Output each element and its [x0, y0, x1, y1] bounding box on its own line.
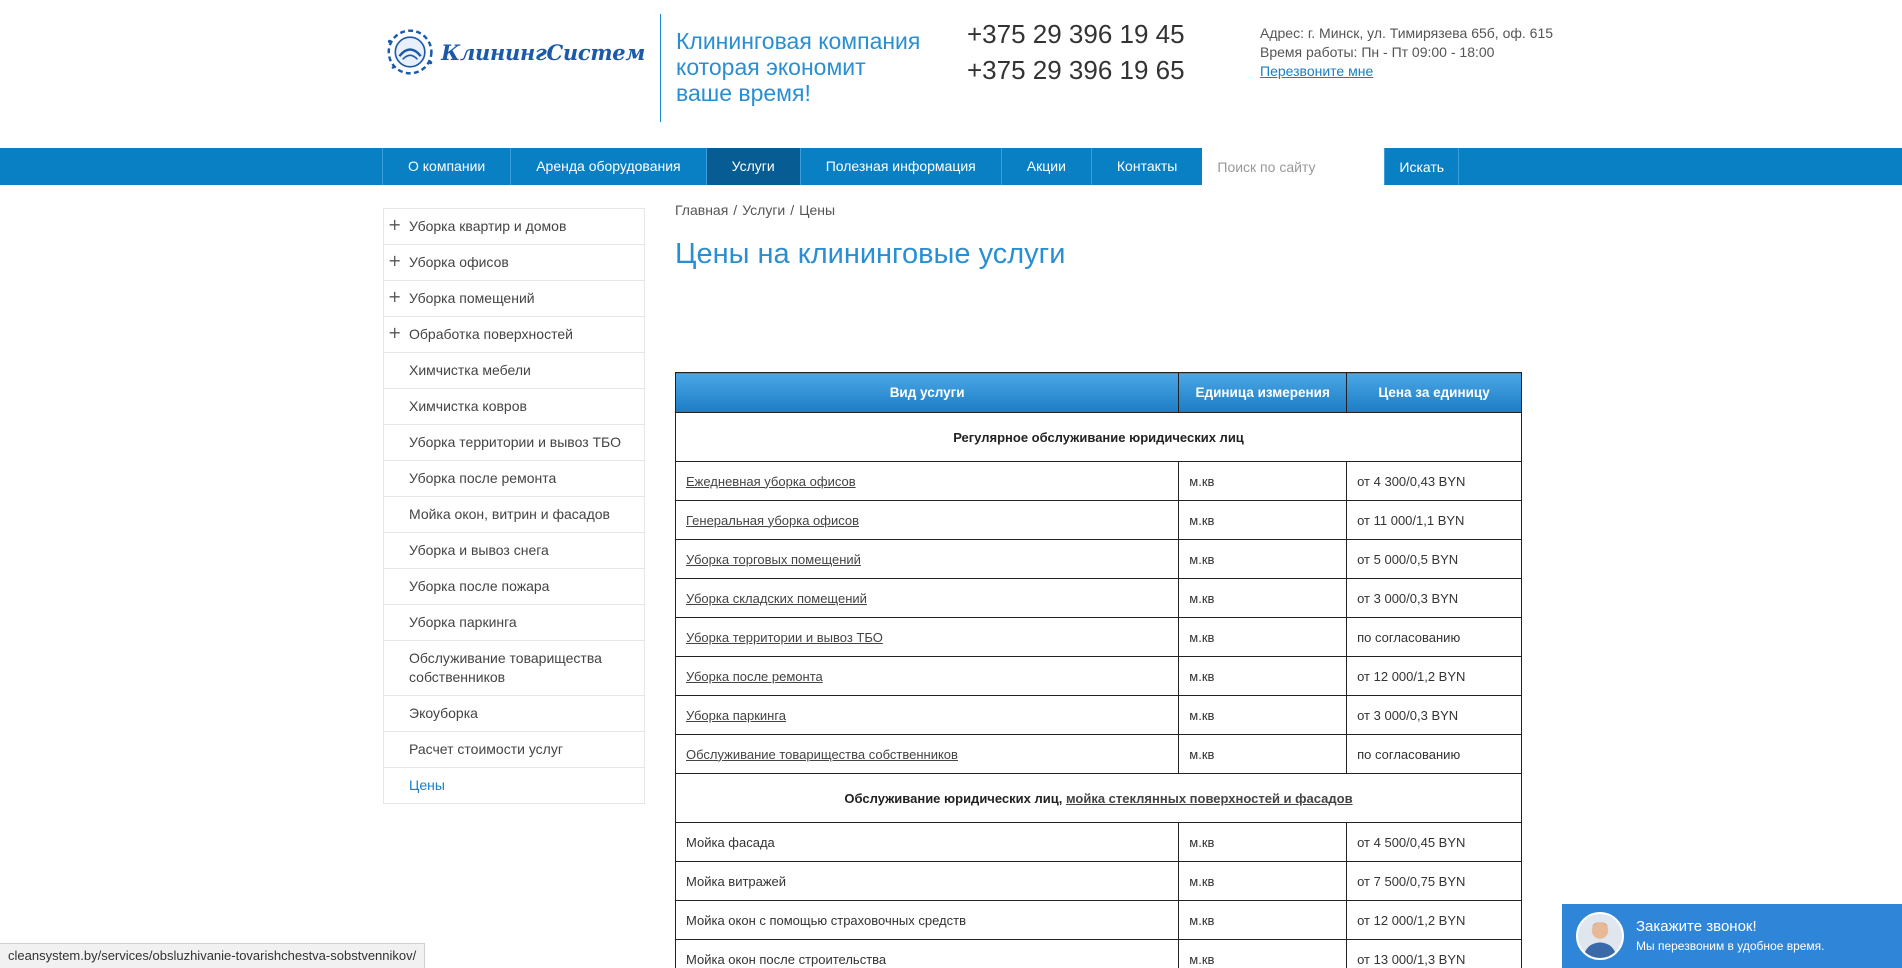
sidebar-item-window-washing[interactable]: Мойка окон, витрин и фасадов: [384, 497, 644, 533]
breadcrumb-services[interactable]: Услуги: [742, 202, 786, 218]
unit-cell: м.кв: [1179, 901, 1347, 940]
section-title-link[interactable]: мойка стеклянных поверхностей и фасадов: [1065, 790, 1353, 806]
price-cell: от 4 500/0,45 BYN: [1347, 823, 1522, 862]
price-table: [675, 372, 1522, 968]
price-cell: от 7 500/0,75 BYN: [1347, 862, 1522, 901]
price-cell: от 12 000/1,2 BYN: [1347, 657, 1522, 696]
site-header: [0, 0, 1902, 148]
unit-cell: м.кв: [1179, 862, 1347, 901]
table-row: [676, 862, 1522, 901]
sidebar-item-label: Уборка офисов: [409, 254, 509, 270]
unit-cell: м.кв: [1179, 501, 1347, 540]
breadcrumb-separator: /: [733, 202, 738, 218]
price-cell: по согласованию: [1347, 735, 1522, 774]
sidebar-item-territory-cleaning[interactable]: Уборка территории и вывоз ТБО: [384, 425, 644, 461]
service-cell: [676, 735, 1179, 774]
price-cell: от 3 000/0,3 BYN: [1347, 696, 1522, 735]
nav-item-contacts[interactable]: Контакты: [1091, 148, 1202, 185]
service-cell: [676, 696, 1179, 735]
search-input[interactable]: [1202, 148, 1384, 185]
sidebar-item-apartment-cleaning[interactable]: [384, 209, 644, 245]
service-name: Мойка окон после строительства: [686, 951, 887, 967]
price-cell: от 5 000/0,5 BYN: [1347, 540, 1522, 579]
table-section-row: [676, 774, 1522, 823]
service-link[interactable]: Уборка после ремонта: [686, 668, 823, 684]
price-cell: от 12 000/1,2 BYN: [1347, 901, 1522, 940]
service-cell: [676, 501, 1179, 540]
consultant-avatar: [1576, 912, 1624, 960]
table-row: [676, 462, 1522, 501]
unit-cell: м.кв: [1179, 579, 1347, 618]
plus-icon[interactable]: +: [388, 323, 402, 342]
table-row: [676, 696, 1522, 735]
slogan-line: ваше время!: [676, 80, 811, 106]
address-text: Адрес: г. Минск, ул. Тимирязева 65б, оф. 615: [1260, 25, 1554, 41]
main-menu: [382, 148, 1459, 185]
services-sidebar: [383, 208, 645, 804]
sidebar-item-snow-removal[interactable]: Уборка и вывоз снега: [384, 533, 644, 569]
price-cell: от 13 000/1,3 BYN: [1347, 940, 1522, 968]
slogan-line: которая экономит: [676, 54, 866, 80]
sidebar-item-prices[interactable]: Цены: [384, 768, 644, 804]
unit-cell: м.кв: [1179, 657, 1347, 696]
sidebar-item-post-fire[interactable]: Уборка после пожара: [384, 569, 644, 605]
service-cell: [676, 540, 1179, 579]
service-cell: [676, 618, 1179, 657]
sidebar-item-carpet-dry-cleaning[interactable]: Химчистка ковров: [384, 389, 644, 425]
breadcrumb-current: Цены: [799, 202, 836, 218]
contact-info: [1260, 24, 1553, 81]
sidebar-item-cost-calculation[interactable]: Расчет стоимости услуг: [384, 732, 644, 768]
price-cell: от 3 000/0,3 BYN: [1347, 579, 1522, 618]
service-cell: [676, 657, 1179, 696]
service-link[interactable]: Генеральная уборка офисов: [686, 512, 860, 528]
nav-item-about[interactable]: О компании: [382, 148, 510, 185]
service-cell: [676, 940, 1179, 968]
service-cell: [676, 579, 1179, 618]
table-row: [676, 540, 1522, 579]
slogan-line: Клининговая компания: [676, 28, 921, 54]
service-link[interactable]: Уборка торговых помещений: [686, 551, 861, 567]
column-header-price: Цена за единицу: [1347, 373, 1522, 413]
plus-icon[interactable]: +: [388, 215, 402, 234]
nav-item-promotions[interactable]: Акции: [1001, 148, 1091, 185]
slogan: [676, 28, 956, 106]
column-header-service: Вид услуги: [676, 373, 1179, 413]
service-link[interactable]: Ежедневная уборка офисов: [686, 473, 856, 489]
service-cell: [676, 462, 1179, 501]
price-cell: от 4 300/0,43 BYN: [1347, 462, 1522, 501]
callback-widget[interactable]: [1562, 904, 1902, 968]
sidebar-item-furniture-dry-cleaning[interactable]: Химчистка мебели: [384, 353, 644, 389]
phone-numbers: [967, 16, 1185, 88]
sidebar-item-label: Уборка помещений: [409, 290, 535, 306]
column-header-unit: Единица измерения: [1179, 373, 1347, 413]
service-name: Мойка витражей: [686, 873, 787, 889]
service-cell: [676, 862, 1179, 901]
browser-status-bar: cleansystem.by/services/obsluzhivanie-tovarishchestva-sobstvennikov/: [0, 943, 425, 968]
table-header-row: [676, 373, 1522, 413]
callback-widget-text: [1636, 917, 1825, 955]
callback-widget-title: Закажите звонок!: [1636, 918, 1757, 935]
logo-text: КлинингСистем: [441, 39, 645, 65]
sidebar-item-premises-cleaning[interactable]: [384, 281, 644, 317]
section-title-text: Обслуживание юридических лиц,: [844, 790, 1066, 806]
unit-cell: м.кв: [1179, 940, 1347, 968]
table-section-row: [676, 413, 1522, 462]
breadcrumb-separator: /: [790, 202, 795, 218]
phone-number[interactable]: +375 29 396 19 65: [967, 55, 1185, 85]
service-cell: [676, 901, 1179, 940]
service-cell: [676, 823, 1179, 862]
callback-widget-subtitle: Мы перезвоним в удобное время.: [1636, 939, 1825, 953]
sidebar-item-label: Обработка поверхностей: [409, 326, 573, 342]
table-row: [676, 657, 1522, 696]
phone-number[interactable]: +375 29 396 19 45: [967, 19, 1185, 49]
section-title: [676, 774, 1522, 823]
logo-emblem-icon: [383, 19, 437, 85]
callback-link[interactable]: Перезвоните мне: [1260, 63, 1374, 79]
service-name: Мойка фасада: [686, 834, 775, 850]
unit-cell: м.кв: [1179, 735, 1347, 774]
table-row: [676, 579, 1522, 618]
unit-cell: м.кв: [1179, 823, 1347, 862]
breadcrumb-home[interactable]: Главная: [675, 202, 729, 218]
header-divider: [660, 14, 661, 122]
unit-cell: м.кв: [1179, 540, 1347, 579]
search-button[interactable]: Искать: [1384, 148, 1459, 185]
service-name: Мойка окон с помощью страховочных средств: [686, 912, 966, 928]
logo[interactable]: [383, 16, 645, 88]
unit-cell: м.кв: [1179, 696, 1347, 735]
nav-item-services[interactable]: Услуги: [706, 148, 800, 185]
sidebar-item-post-renovation[interactable]: Уборка после ремонта: [384, 461, 644, 497]
sidebar-item-owners-association[interactable]: Обслуживание товарищества собственников: [384, 641, 644, 696]
table-row: [676, 618, 1522, 657]
sidebar-item-parking[interactable]: Уборка паркинга: [384, 605, 644, 641]
table-row: [676, 823, 1522, 862]
main-navbar: [0, 148, 1902, 185]
unit-cell: м.кв: [1179, 462, 1347, 501]
plus-icon[interactable]: +: [388, 251, 402, 270]
sidebar-item-eco-cleaning[interactable]: Экоуборка: [384, 696, 644, 732]
service-link[interactable]: Уборка территории и вывоз ТБО: [686, 629, 883, 645]
service-link[interactable]: Обслуживание товарищества собственников: [686, 746, 958, 762]
service-link[interactable]: Уборка паркинга: [686, 707, 787, 723]
nav-item-equipment-rental[interactable]: Аренда оборудования: [510, 148, 705, 185]
section-title: Регулярное обслуживание юридических лиц: [676, 413, 1522, 462]
table-row: [676, 501, 1522, 540]
breadcrumb: [675, 202, 835, 218]
sidebar-item-label: Уборка квартир и домов: [409, 218, 567, 234]
price-cell: по согласованию: [1347, 618, 1522, 657]
table-row: [676, 901, 1522, 940]
nav-item-useful-info[interactable]: Полезная информация: [800, 148, 1001, 185]
table-row: [676, 735, 1522, 774]
unit-cell: м.кв: [1179, 618, 1347, 657]
person-icon: [1578, 914, 1622, 958]
service-link[interactable]: Уборка складских помещений: [686, 590, 867, 606]
page-title: Цены на клининговые услуги: [675, 238, 1066, 270]
plus-icon[interactable]: +: [388, 287, 402, 306]
sidebar-item-surface-treatment[interactable]: [384, 317, 644, 353]
sidebar-item-office-cleaning[interactable]: [384, 245, 644, 281]
table-row: [676, 940, 1522, 968]
work-hours-text: Время работы: Пн - Пт 09:00 - 18:00: [1260, 44, 1495, 60]
price-cell: от 11 000/1,1 BYN: [1347, 501, 1522, 540]
